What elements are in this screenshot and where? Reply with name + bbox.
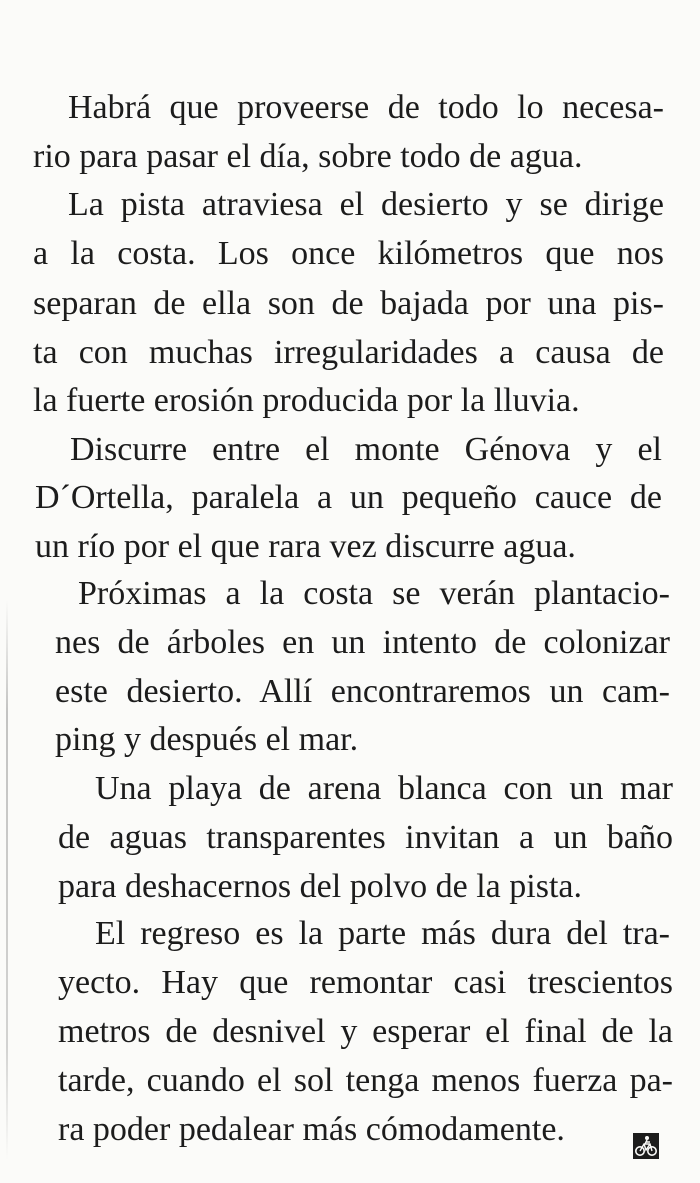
text-line: ta con muchas irregularidades a causa de [33,334,664,371]
text-line: Próximas a la costa se verán plantacio- [78,575,670,612]
text-line: D´Ortella, paralela a un pequeño cauce de [35,479,662,516]
text-line: Discurre entre el monte Génova y el [70,431,662,468]
text-line: yecto. Hay que remontar casi trescientos [58,964,673,1001]
text-line: a la costa. Los once kilómetros que nos [33,235,664,272]
text-line: nes de árboles en un intento de colonizar [55,624,670,661]
text-line: ra poder pedalear más cómodamente. [58,1111,565,1148]
text-line: un río por el que rara vez discurre agua. [35,528,576,565]
text-line: La pista atraviesa el desierto y se dirige [68,186,664,223]
text-line: este desierto. Allí encontraremos un cam- [55,673,670,710]
text-line: la fuerte erosión producida por la lluvia. [33,382,580,419]
text-line: tarde, cuando el sol tenga menos fuerza pa- [58,1062,673,1099]
text-line: Habrá que proveerse de todo lo necesa- [68,89,664,126]
text-line: rio para pasar el día, sobre todo de agua. [33,138,583,175]
text-line: de aguas transparentes invitan a un baño [58,819,673,856]
text-line: ping y después el mar. [55,721,359,758]
page-edge-shadow [6,600,8,1160]
text-line: metros de desnivel y esperar el final de la [58,1013,673,1050]
text-line: separan de ella son de bajada por una pis- [33,285,664,322]
cyclist-end-mark-icon [633,1133,659,1159]
text-line: Una playa de arena blanca con un mar [95,770,673,807]
text-line: El regreso es la parte más dura del tra- [95,915,670,952]
text-line: para deshacernos del polvo de la pista. [58,868,582,905]
